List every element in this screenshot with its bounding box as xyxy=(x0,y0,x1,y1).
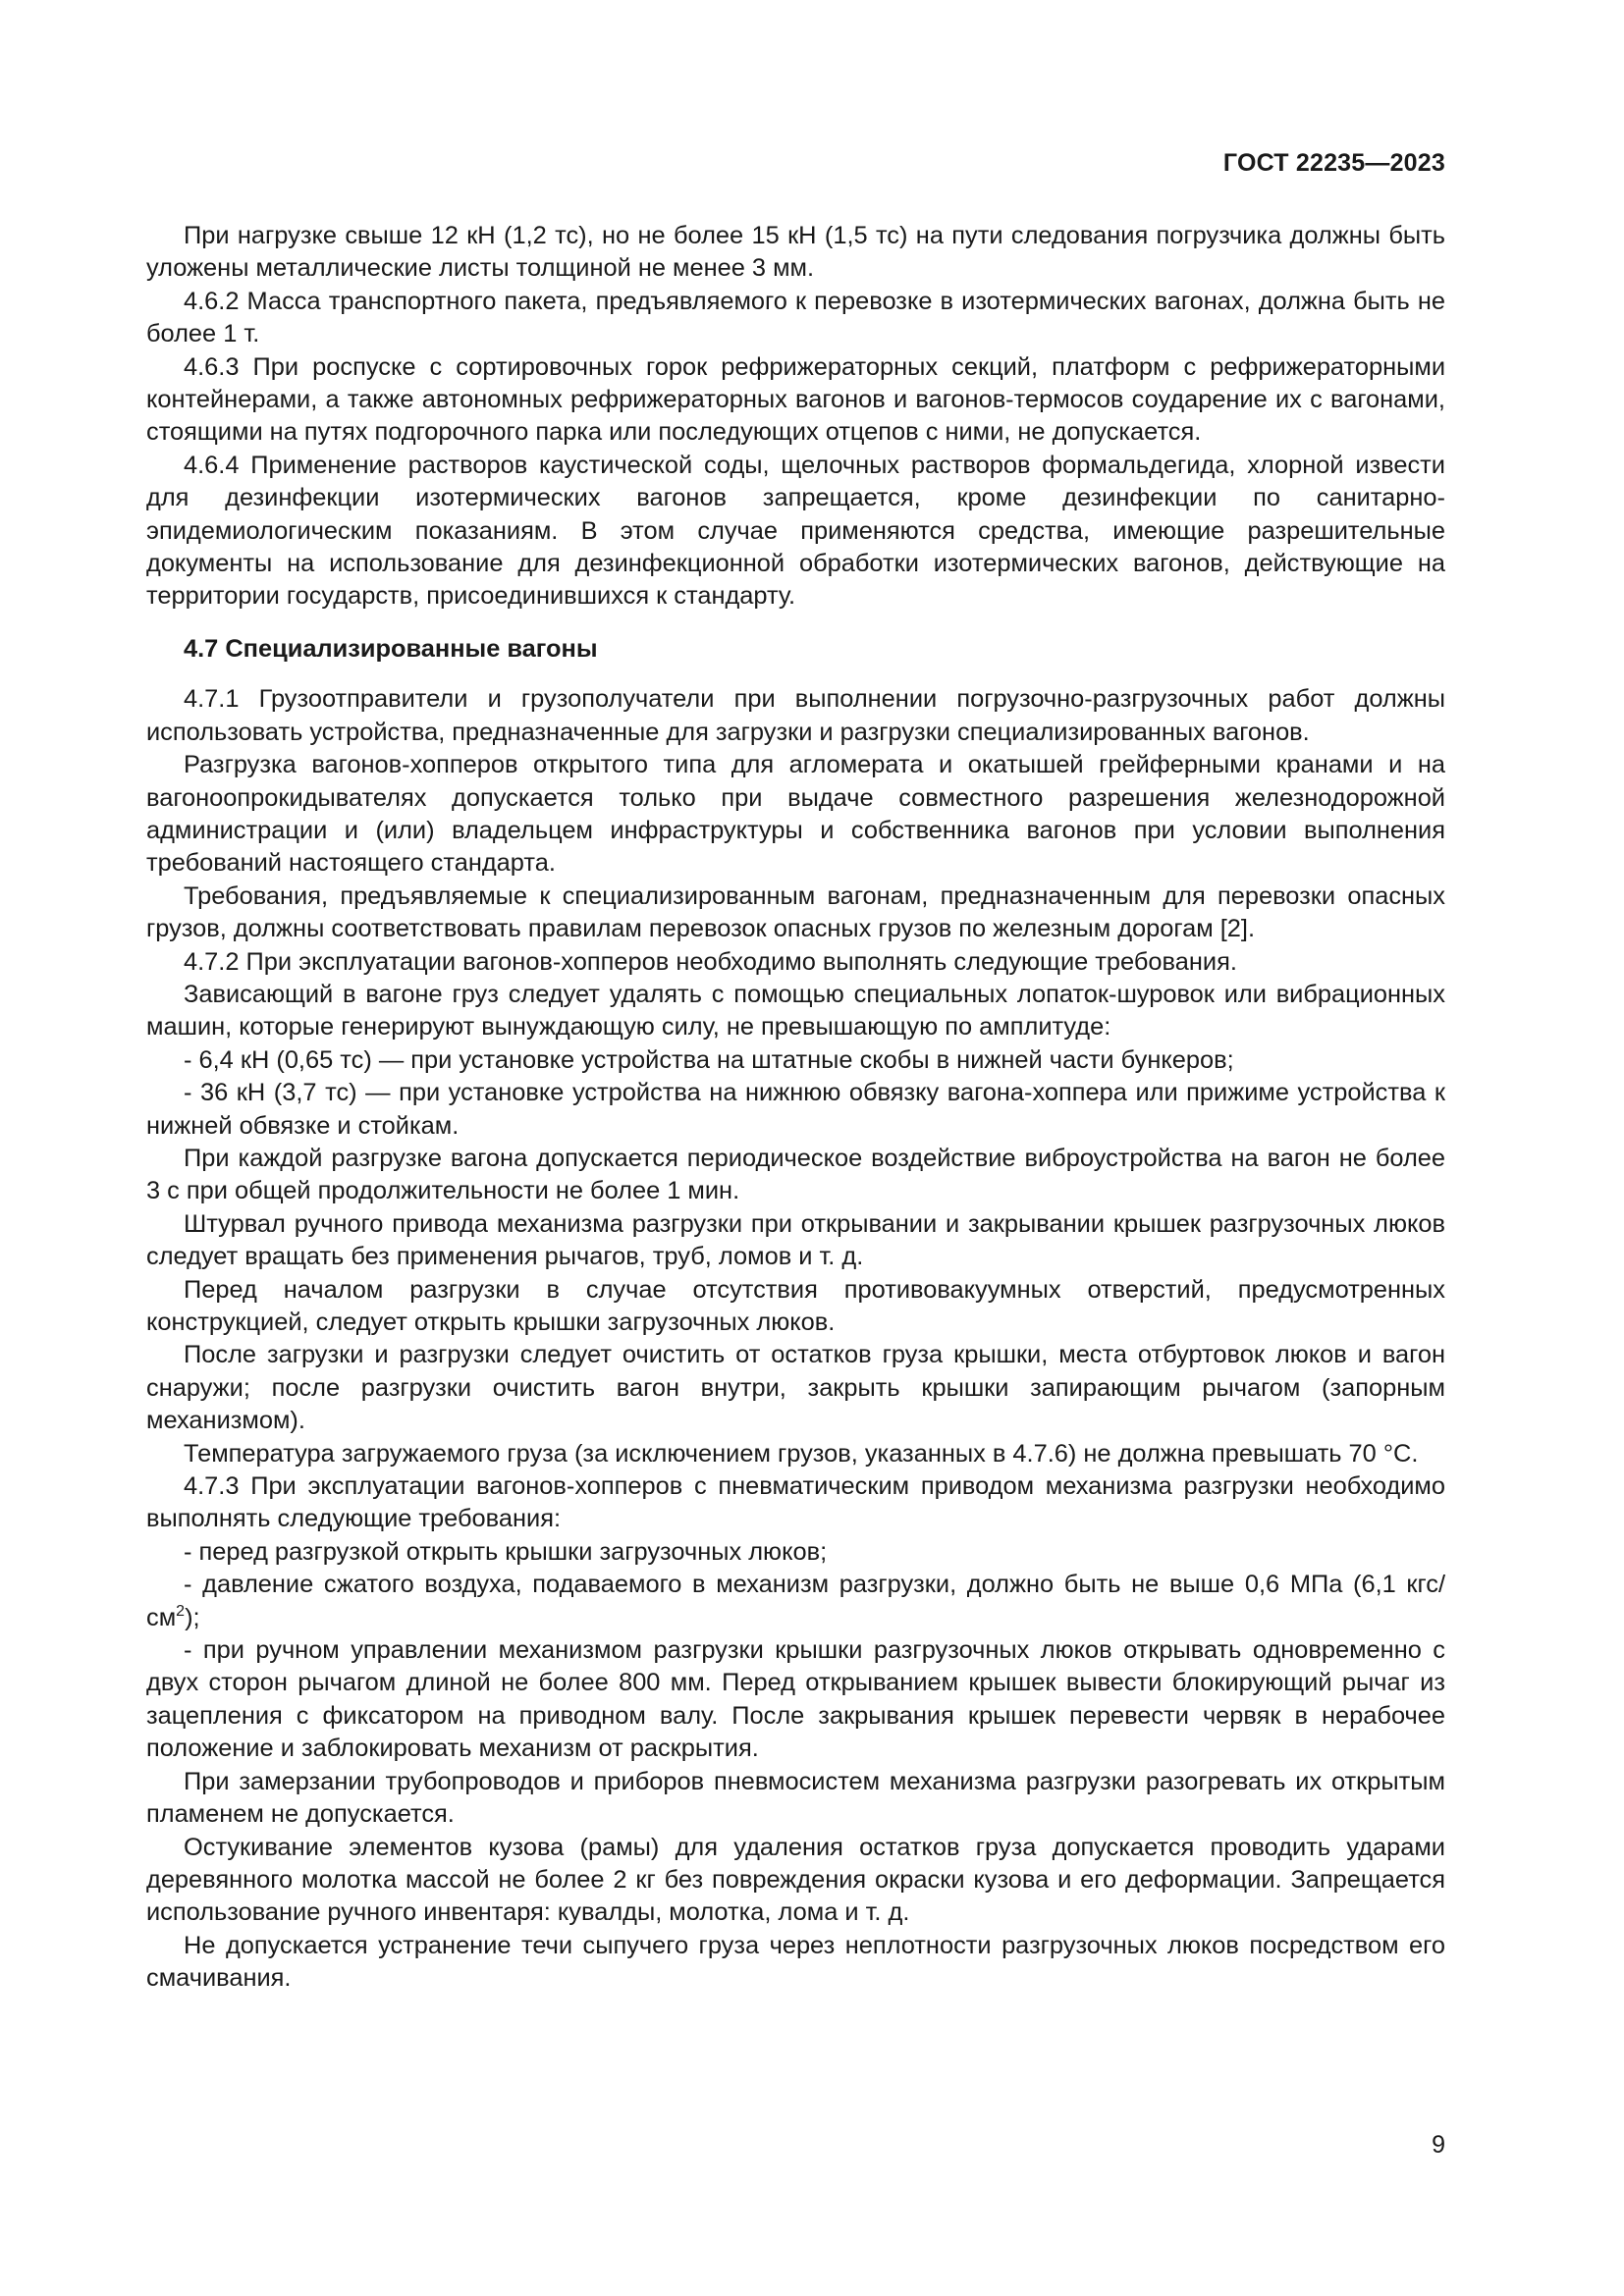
pressure-text: - давление сжатого воздуха, подаваемого в механизм разгрузки, должно быть не выше 0,6 МПа (6,1 кгс/см xyxy=(146,1571,1445,1631)
paragraph: При нагрузке свыше 12 кН (1,2 тс), но не более 15 кН (1,5 тс) на пути следования погрузчика должны быть уложены металлические листы толщиной не менее 3 мм. xyxy=(146,222,1445,283)
list-item: - 6,4 кН (0,65 тс) — при установке устройства на штатные скобы в нижней части бункеров; xyxy=(184,1045,1234,1074)
section-heading: 4.7 Специализированные вагоны xyxy=(184,634,598,663)
paragraph: Штурвал ручного привода механизма разгрузки при открывании и закрывании крышек разгрузочных люков следует вращать без применения рычагов, труб, ломов и т. д. xyxy=(146,1209,1445,1271)
document-id: ГОСТ 22235—2023 xyxy=(1222,149,1445,177)
paragraph: Требования, предъявляемые к специализированным вагонам, предназначенным для перевозки опасных грузов, должны соответствовать правилам перевозок опасных грузов по железным дорогам [2]. xyxy=(146,881,1445,943)
paragraph: 4.6.3 При роспуске с сортировочных горок рефрижераторных секций, платформ с рефрижераторными контейнерами, а также автономных рефрижераторных вагонов и вагонов-термосов соударение их с вагонами, стоящими на путях подгорочного парка или последующих отцепов с ними, не допускается. xyxy=(146,352,1445,447)
paragraph: 4.7.1 Грузоотправители и грузополучатели при выполнении погрузочно-разгрузочных работ должны использовать устройства, предназначенные для загрузки и разгрузки специализированных вагонов. xyxy=(146,685,1445,746)
paragraph: Температура загружаемого груза (за исключением грузов, указанных в 4.7.6) не должна превышать 70 °C. xyxy=(184,1439,1419,1468)
paragraph: Остукивание элементов кузова (рамы) для удаления остатков груза допускается проводить ударами деревянного молотка массой не более 2 кг без повреждения окраски кузова и его деформации. Запрещается использование ручного инвентаря: кувалды, молотка, лома и т. д. xyxy=(146,1833,1445,1927)
list-item-pressure xyxy=(146,1569,1445,1634)
pressure-tail: ); xyxy=(185,1603,200,1631)
paragraph: При замерзании трубопроводов и приборов пневмосистем механизма разгрузки разогревать их открытым пламенем не допускается. xyxy=(146,1767,1445,1829)
list-item: - 36 кН (3,7 тс) — при установке устройства на нижнюю обвязку вагона-хоппера или прижиме устройства к нижней обвязке и стойкам. xyxy=(146,1079,1445,1140)
paragraph: Разгрузка вагонов-хопперов открытого типа для агломерата и окатышей грейферными кранами и на вагоноопрокидывателях допускается только при выдаче совместного разрешения железнодорожной администрации и (или) владельцем инфраструктуры и собственника вагонов при условии выполнения требований настоящего стандарта. xyxy=(146,751,1445,878)
list-item: - при ручном управлении механизмом разгрузки крышки разгрузочных люков открывать одновременно с двух сторон рычагом длиной не более 800 мм. Перед открыванием крышек вывести блокирующий рычаг из зацепления с фиксатором на приводном валу. После закрывания крышек перевести червяк в нерабочее положение и заблокировать механизм от раскрытия. xyxy=(146,1636,1445,1763)
paragraph: Перед началом разгрузки в случае отсутствия противовакуумных отверстий, предусмотренных конструкцией, следует открыть крышки загрузочных люков. xyxy=(146,1275,1445,1336)
list-item: - перед разгрузкой открыть крышки загрузочных люков; xyxy=(184,1537,828,1566)
paragraph: При каждой разгрузке вагона допускается периодическое воздействие виброустройства на вагон не более 3 с при общей продолжительности не более 1 мин. xyxy=(146,1144,1445,1205)
paragraph: Зависающий в вагоне груз следует удалять с помощью специальных лопаток-шуровок или вибрационных машин, которые генерируют вынуждающую силу, не превышающую по амплитуде: xyxy=(146,980,1445,1041)
document-body xyxy=(146,220,1445,1996)
paragraph: 4.7.2 При эксплуатации вагонов-хопперов необходимо выполнять следующие требования. xyxy=(184,947,1237,976)
paragraph: 4.6.4 Применение растворов каустической соды, щелочных растворов формальдегида, хлорной извести для дезинфекции изотермических вагонов запрещается, кроме дезинфекции по санитарно-эпидемиологическим показаниям. В этом случае применяются средства, имеющие разрешительные документы на использование для дезинфекционной обработки изотермических вагонов, действующие на территории государств, присоединившихся к стандарту. xyxy=(146,451,1445,611)
paragraph: Не допускается устранение течи сыпучего груза через неплотности разгрузочных люков посредством его смачивания. xyxy=(146,1931,1445,1993)
paragraph: После загрузки и разгрузки следует очистить от остатков груза крышки, места отбуртовок люков и вагон снаружи; после разгрузки очистить вагон внутри, закрыть крышки запирающим рычагом (запорным механизмом). xyxy=(146,1341,1445,1435)
paragraph: 4.7.3 При эксплуатации вагонов-хопперов с пневматическим приводом механизма разгрузки необходимо выполнять следующие требования: xyxy=(146,1472,1445,1533)
superscript: 2 xyxy=(176,1602,186,1620)
page-number: 9 xyxy=(1432,2131,1445,2159)
paragraph: 4.6.2 Масса транспортного пакета, предъявляемого к перевозке в изотермических вагонах, должна быть не более 1 т. xyxy=(146,287,1445,348)
